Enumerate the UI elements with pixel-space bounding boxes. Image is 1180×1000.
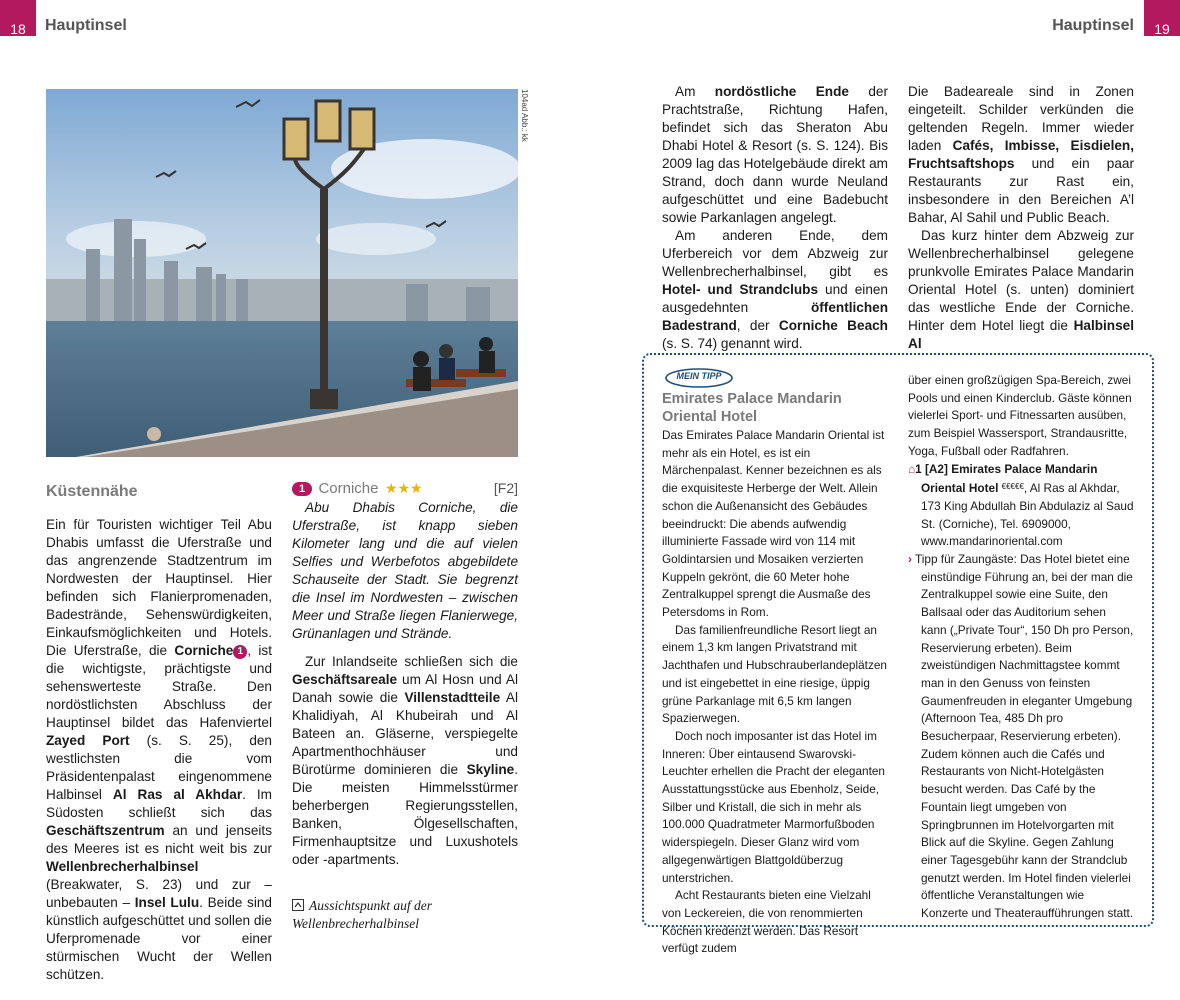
hotel-icon: ⌂ [908,461,916,476]
tip-column-2: über einen großzügigen Spa-Bereich, zwei Pools und einen Kinderclub. Gäste können vielerlei Sport- und Fitnessarten ausüben, zum Beispiel Wassersport, Strandausritte, Yoga, Fußball oder Radfahren. ⌂1 [A2] Emirates Palace Mandarin Oriental Hotel €€€€€, Al Ras al Akhdar, 173 King Abdullah Bin Abdulaziz al Saud St. (Corniche), Tel. 6909000, www.mandarinoriental.com › Tipp für Zaungäste: Das Hotel bietet eine einstündige Führung an, bei der man die Zentralkuppel sowie eine Suite, den Ballsaal oder das Auditorium sehen kann („Private Tour“, 150 Dh pro Person, Reservierung erbeten). Beim zweistündigen Nachmittagstee kommt man in den Genuss von feinsten Gaumenfreuden in eleganter Umgebung (Afternoon Tea, 485 Dh pro Besucherpaar, Reservierung erbeten). Zudem können auch die Cafés und Restaurants von Nicht-Hotelgästen besucht werden. Das Café by the Fountain liegt umgeben von Springbrunnen im Hotelvorgarten mit Blick auf die Skyline. Gegen Zahlung einer Tagesgebühr kann der Strandclub genutzt werden. Im Hotel finden vielerlei öffentliche Veranstaltungen wie Konzerte und Theateraufführungen statt. [908,372,1134,923]
seaside-promenade-lantern-photo [46,89,518,457]
tip-column-1: Das Emirates Palace Mandarin Oriental ist mehr als ein Hotel, es ist ein Märchenpalast. Kenner bezeichnen es als die exquisiteste Herberge der Welt. Allein schon die Außenansicht des Gebäudes beeindruckt: Die abends aufwendig illuminierte Fassade wird von 114 mit Goldintarsien und Mosaiken verzierten Kuppeln gekrönt, die 60 Meter hohe Zentralkuppel sprengt die Ausmaße des Petersdoms in Rom. Das familienfreundliche Resort liegt an einem 1,3 km langen Privatstrand mit Jachthafen und Hubschrauberlandeplätzen und ist eingebettet in eine riesige, üppig grüne Parkanlage mit 6,5 km langen Spazierwegen. Doch noch imposanter ist das Hotel im Inneren: Über eintausend Swarovski-Leuchter erhellen die Pracht der eleganten Ausstattungsstücke aus Ebenholz, Seide, Silber und Kristall, die sich in mehr als 100.000 Quadratmeter Marmorfußboden widerspiegeln. Dieser Glanz wird vom allgegenwärtigen Blattgoldüberzug unterstrichen. Acht Restaurants bieten eine Vielzahl von Leckereien, die von renommierten Köchen kredenzt werden. Das Resort verfügt zudem [662,428,887,956]
mein-tipp-badge: MEIN TIPP [664,367,734,389]
chevron-right-icon: › [908,552,912,567]
entry-stars: ★★★ [384,480,423,496]
entry-number-marker: 1 [233,645,247,659]
left-running-title: Hauptinsel [45,17,127,34]
right-page-number: 19 [1144,0,1180,36]
left-column-text: Ein für Touristen wichtiger Teil Abu Dhabis umfasst die Uferstraße und das angrenzende Stadtzentrum im Nordwesten der Hauptinsel. Hier befinden sich Flanierpromenaden, Badestrände, Sehenswürdigkeiten, Einkaufsmöglichkeiten und Hotels. Die Uferstraße, die Corniche 1 , ist die wichtigste, prächtigste und sehenswerteste Straße. Den nordöstlichsten Abschluss der Hauptinsel bildet das Hafenviertel Zayed Port (s. S. 25), den westlichsten die vom Präsidentenpalast eingenommene Halbinsel Al Ras al Akhdar. Im Südosten schließt sich das Geschäftszentrum an und jenseits des Meeres ist es nicht weit bis zur Wellenbrecherhalbinsel (Breakwater, S. 23) und zur – unbebauten – Insel Lulu. Beide sind künstlich aufgeschüttet und sollen die Uferpromenade vor einer stürmischen Wucht der Wellen schützen. [46,517,273,982]
visitor-tip: › Tipp für Zaungäste: Das Hotel bietet eine einstündige Führung an, bei der man die Zentralkuppel sowie eine Suite, den Ballsaal oder das Auditorium sehen kann („Private Tour“, 150 Dh pro Person, Reservierung erbeten). Beim zweistündigen Nachmittagstee kommt man in den Genuss von feinsten Gaumenfreuden in eleganter Umgebung (Afternoon Tea, 485 Dh pro Besucherpaar, Reservierung erbeten). Zudem können auch die Cafés und Restaurants von Nicht-Hotelgästen besucht werden. Das Café by the Fountain liegt umgeben von Springbrunnen im Hotelvorgarten mit Blick auf die Skyline. Gegen Zahlung einer Tagesgebühr kann der Strandclub genutzt werden. Im Hotel finden vielerlei öffentliche Veranstaltungen wie Konzerte und Theateraufführungen statt. [908,552,1134,921]
middle-column-text: Abu Dhabis Corniche, die Uferstraße, ist knapp sieben Kilometer lang und die auf vielen Selfies und Werbefotos abgebildete Schauseite der Stadt. Sie begrenzt die Insel im Nordwesten – zwischen Meer und Straße liegen Flanierwege, Grünanlagen und Strände. Zur Inlandseite schließen sich die Geschäftsareale um Al Hosn und Al Danah sowie die Villenstadtteile Al Khalidiyah, Al Khubeirah und Al Bateen an. Gläserne, verspiegelte Apartmenthochhäuser und Bürotürme dominieren die Skyline. Die meisten Himmelsstürmer beherbergen Regierungsstellen, Banken, Ölgesellschaften, Firmenhauptsitze und Luxushotels oder -apartments. [292,500,518,867]
entry-title: Corniche [318,480,379,497]
mein-tipp-box [642,353,1154,956]
viewpoint-icon [292,899,304,911]
right-running-title: Hauptinsel [1052,17,1134,34]
right-column-2-text: Die Badeareale sind in Zonen eingeteilt. Schilder verkünden die geltenden Regeln. Immer wieder laden Cafés, Imbisse, Eisdielen, Fruchtsaftshops und ein paar Restaurants zur Rast ein, insbesondere in den Bereichen A’l Bahar, Al Sahil und Public Beach. Das kurz hinter dem Abzweig zur Wellenbrecherhalbinsel gelegene prunkvolle Emirates Palace Mandarin Oriental Hotel (s. unten) dominiert das westliche Ende der Corniche. Hinter dem Hotel liegt die Halbinsel Al [908,84,1134,351]
section-heading: Küstennähe [46,483,138,500]
entry-number: 1 [292,482,312,496]
photo-credit: 104ad Abb.: kk [520,89,529,142]
seaside-promenade-photo [46,89,518,457]
photo-caption: Aussichtspunkt auf der Wellenbrecherhalbinsel [292,898,432,931]
entry-intro: Abu Dhabis Corniche, die Uferstraße, ist knapp sieben Kilometer lang und die auf vielen Selfies und Werbefotos abgebildete Schauseite der Stadt. Sie begrenzt die Insel im Nordwesten – zwischen Meer und Straße liegen Flanierwege, Grünanlagen und Strände. [292,500,518,641]
grid-reference: [F2] [493,480,518,496]
entry-heading [292,480,518,500]
term-corniche: Corniche [174,643,234,658]
right-column-1-text: Am nordöstliche Ende der Prachtstraße, Richtung Hafen, befindet sich das Sheraton Abu Dhabi Hotel & Resort (s. S. 124). Bis 2009 lag das Hotelgebäude direkt am Strand, doch dann wurde Neuland aufgeschüttet und eine Badebucht sowie Parkanlagen angelegt. Am anderen Ende, dem Uferbereich vor dem Abzweig zur Wellenbrecherhalbinsel, gibt es Hotel- und Strandclubs und einen ausgedehnten öffentlichen Badestrand, der Corniche Beach (s. S. 74) genannt wird. [662,84,888,351]
hotel-listing: ⌂1 [A2] Emirates Palace Mandarin Oriental Hotel €€€€€, Al Ras al Akhdar, 173 King Abdullah Bin Abdulaziz al Saud St. (Corniche), Tel. 6909000, www.mandarinoriental.com [908,461,1134,549]
left-page-number: 18 [0,0,36,36]
tip-title: Emirates Palace Mandarin Oriental Hotel [662,391,842,425]
